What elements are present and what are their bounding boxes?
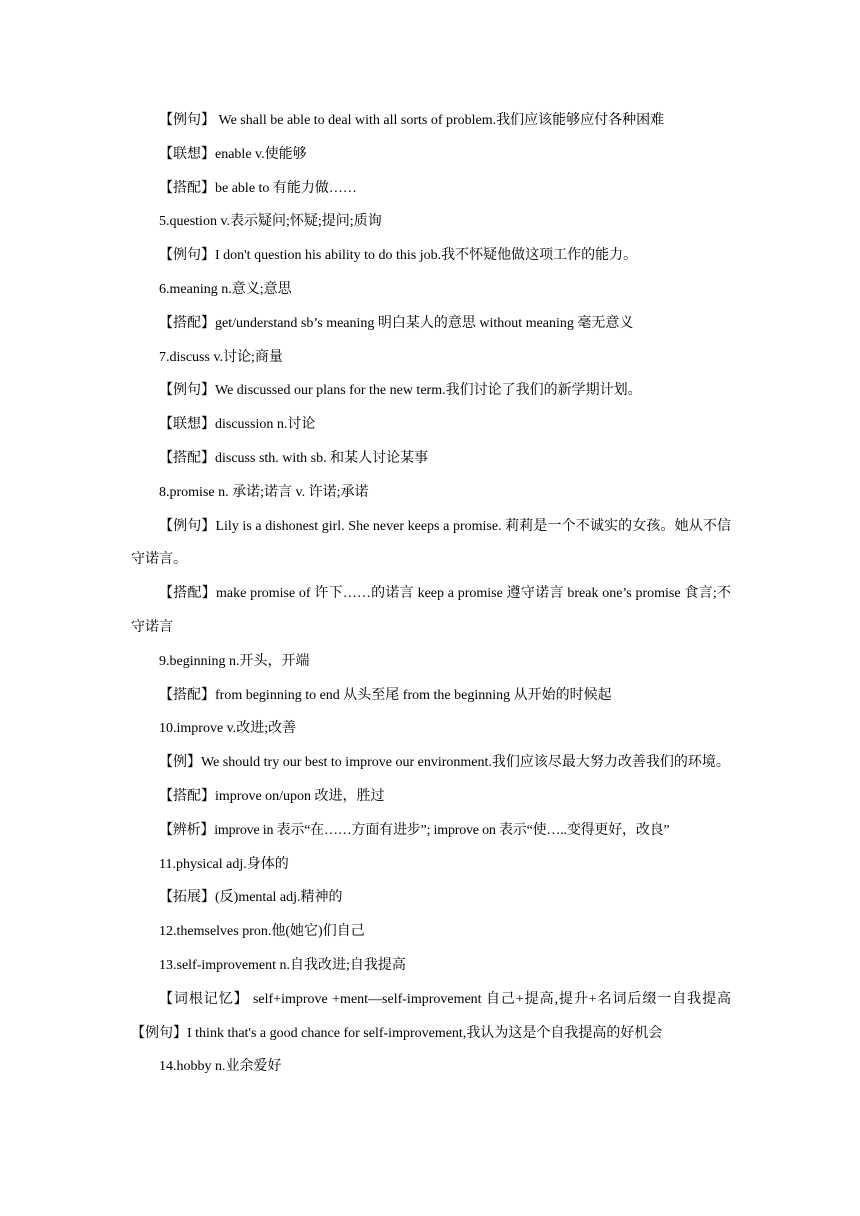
collocation-beginning: 【搭配】from beginning to end 从头至尾 from the beginning 从开始的时候起 <box>159 687 612 703</box>
entry-promise: 8.promise n. 承诺;诺言 v. 许诺;承诺 <box>159 484 369 500</box>
collocation-discuss: 【搭配】discuss sth. with sb. 和某人讨论某事 <box>159 450 429 466</box>
example-sentence-promise: 【例句】Lily is a dishonest girl. She never keeps a promise. 莉莉是一个不诚实的女孩。她从不信守诺言。 <box>131 518 731 568</box>
entry-self-improvement: 13.self-improvement n.自我改进;自我提高 <box>159 957 406 973</box>
example-sentence-able: 【例句】 We shall be able to deal with all sorts of problem.我们应该能够应付各种困难 <box>159 113 665 128</box>
distinction-improve: 【辨析】improve in 表示“在……方面有进步”; improve on 表示“使…..变得更好，改良” <box>159 822 670 838</box>
association-enable: 【联想】enable v.使能够 <box>159 146 307 162</box>
entry-hobby: 14.hobby n.业余爱好 <box>159 1059 282 1075</box>
collocation-be-able-to: 【搭配】be able to 有能力做…… <box>159 180 357 196</box>
example-sentence-improve: 【例】We should try our best to improve our environment.我们应该尽最大努力改善我们的环境。 <box>159 755 730 771</box>
collocation-improve: 【搭配】improve on/upon 改进，胜过 <box>159 788 385 804</box>
document-page <box>131 104 731 1084</box>
example-sentence-question: 【例句】I don't question his ability to do this job.我不怀疑他做这项工作的能力。 <box>159 248 638 264</box>
extension-mental: 【拓展】(反)mental adj.精神的 <box>159 890 343 906</box>
entry-question: 5.question v.表示疑问;怀疑;提问;质询 <box>159 214 382 230</box>
entry-meaning: 6.meaning n.意义;意思 <box>159 281 292 297</box>
entry-discuss: 7.discuss v.讨论;商量 <box>159 349 283 365</box>
root-memory-self-improvement: 【词根记忆】 self+improve +ment—self-improvement 自己+提高,提升+名词后缀一自我提高【例句】I think that's a good chance for self-improvement,我认为这是个自我提高的好机会 <box>131 991 731 1041</box>
example-sentence-discuss: 【例句】We discussed our plans for the new term.我们讨论了我们的新学期计划。 <box>159 383 642 399</box>
collocation-meaning: 【搭配】get/understand sb’s meaning 明白某人的意思 without meaning 毫无意义 <box>159 315 634 331</box>
entry-themselves: 12.themselves pron.他(她它)们自己 <box>159 924 365 940</box>
collocation-promise: 【搭配】make promise of 许下……的诺言 keep a promise 遵守诺言 break one’s promise 食言;不守诺言 <box>131 586 731 635</box>
entry-improve: 10.improve v.改进;改善 <box>159 721 297 737</box>
entry-beginning: 9.beginning n.开头，开端 <box>159 653 310 669</box>
entry-physical: 11.physical adj.身体的 <box>159 856 289 872</box>
association-discussion: 【联想】discussion n.讨论 <box>159 417 316 433</box>
